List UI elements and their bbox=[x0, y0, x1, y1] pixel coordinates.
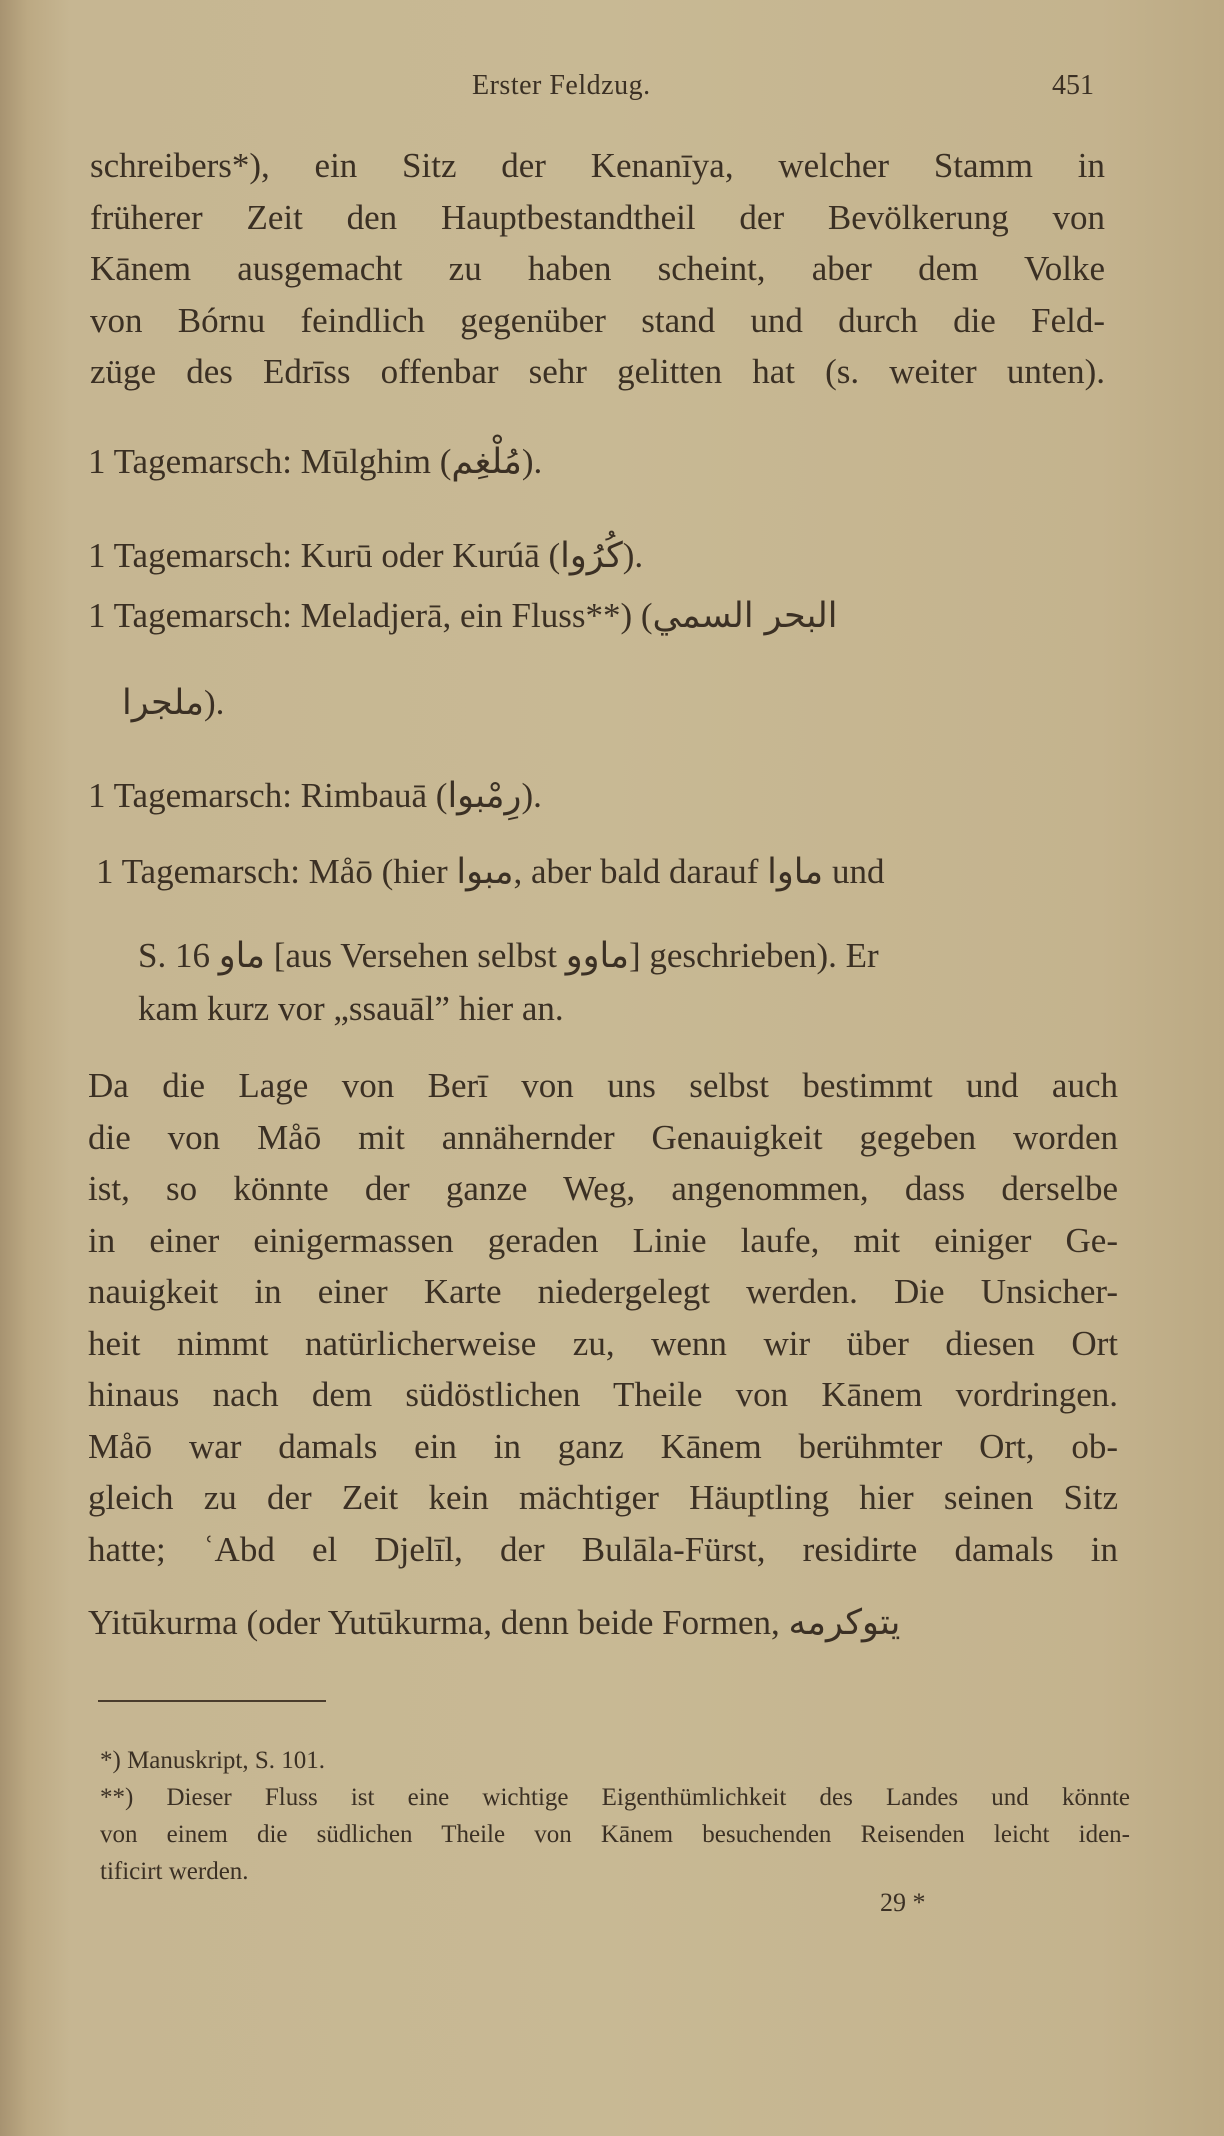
page-number: 451 bbox=[1052, 70, 1094, 101]
text-line: nauigkeit in einer Karte niedergelegt werden. Die Unsicher- bbox=[88, 1272, 1118, 1311]
arabic-name: ملجرا bbox=[122, 682, 204, 723]
running-header bbox=[0, 70, 1224, 110]
entry-text: S. 16 bbox=[138, 936, 219, 975]
entry-close: ). bbox=[203, 682, 225, 722]
text-line: die von Måō mit annähernder Genauigkeit gegeben worden bbox=[88, 1117, 1118, 1157]
entry-text: [aus Versehen selbst bbox=[265, 936, 566, 975]
text-line: züge des Edrīss offenbar sehr gelitten hat (s. weiter unten). bbox=[90, 352, 1105, 391]
footnote-rule bbox=[98, 1700, 326, 1702]
itinerary-entry-continued bbox=[138, 930, 1118, 1034]
entry-text: 1 Tagemarsch: Meladjerā, ein Fluss**) ( bbox=[88, 596, 653, 635]
text-line: gleich zu der Zeit kein mächtiger Häuptling hier seinen Sitz bbox=[88, 1478, 1118, 1517]
running-title: Erster Feldzug. bbox=[472, 70, 651, 101]
itinerary-entry bbox=[88, 436, 1103, 489]
footnote-line: von einem die südlichen Theile von Kānem besuchenden Reisenden leicht iden- bbox=[100, 1821, 1130, 1848]
paragraph-2 bbox=[88, 1060, 1118, 1650]
text-line: kam kurz vor „ssauāl” hier an. bbox=[138, 988, 564, 1028]
paragraph-1 bbox=[90, 140, 1105, 398]
text-line: Da die Lage von Berī von uns selbst bestimmt und auch bbox=[88, 1066, 1118, 1105]
entry-text: und bbox=[823, 852, 885, 891]
itinerary-entry bbox=[96, 846, 1111, 899]
text-line: ist, so könnte der ganze Weg, angenommen, dass derselbe bbox=[88, 1169, 1118, 1208]
entry-text: 1 Tagemarsch: Måō (hier bbox=[96, 852, 457, 891]
arabic-name: ماو bbox=[218, 936, 266, 976]
text-line: schreibers*), ein Sitz der Kenanīya, welcher Stamm in bbox=[90, 146, 1105, 185]
entry-close: ). bbox=[622, 536, 644, 575]
arabic-name: ماوا bbox=[767, 852, 824, 892]
text-line: Måō war damals ein in ganz Kānem berühmter Ort, ob- bbox=[88, 1426, 1118, 1466]
text-line bbox=[88, 1597, 1118, 1650]
arabic-name: رِمْبوا bbox=[447, 776, 522, 816]
itinerary-entry bbox=[88, 530, 1103, 583]
entry-close: ). bbox=[521, 442, 543, 481]
arabic-name: يتوكرمه bbox=[788, 1603, 901, 1643]
footnotes bbox=[100, 1742, 1130, 1890]
text-line: früherer Zeit den Hauptbestandtheil der Bevölkerung von bbox=[90, 197, 1105, 237]
itinerary-entry bbox=[88, 590, 1103, 729]
arabic-name: كُرُوا bbox=[560, 536, 623, 576]
entry-text: , aber bald darauf bbox=[513, 852, 768, 891]
footnote: **) Dieser Fluss ist eine wichtige Eigenthümlichkeit des Landes und könnte bbox=[100, 1784, 1130, 1811]
footnote-line: tificirt werden. bbox=[100, 1858, 249, 1885]
itinerary-entry bbox=[88, 770, 1103, 823]
text-line: Kānem ausgemacht zu haben scheint, aber dem Volke bbox=[90, 249, 1105, 288]
arabic-name: مبوا bbox=[456, 852, 514, 892]
text-line: hinaus nach dem südöstlichen Theile von Kānem vordringen. bbox=[88, 1375, 1118, 1414]
entry-text: Yitūkurma (oder Yutūkurma, denn beide Formen, bbox=[88, 1603, 789, 1642]
footnote: *) Manuskript, S. 101. bbox=[100, 1747, 325, 1774]
entry-close: ). bbox=[521, 776, 542, 815]
entry-text: 1 Tagemarsch: Mūlghim ( bbox=[88, 442, 452, 481]
entry-text: ] geschrieben). Er bbox=[628, 936, 879, 975]
entry-text: 1 Tagemarsch: Kurū oder Kurúā ( bbox=[88, 536, 561, 575]
text-line: in einer einigermassen geraden Linie laufe, mit einiger Ge- bbox=[88, 1220, 1118, 1260]
arabic-name: البحر السمي bbox=[652, 596, 838, 636]
signature-mark: 29 * bbox=[880, 1888, 926, 1917]
arabic-name: ماوو bbox=[565, 936, 629, 976]
entry-text: 1 Tagemarsch: Rimbauā ( bbox=[88, 776, 448, 815]
text-line: heit nimmt natürlicherweise zu, wenn wir über diesen Ort bbox=[88, 1323, 1118, 1363]
text-line: von Bórnu feindlich gegenüber stand und durch die Feld- bbox=[90, 300, 1105, 340]
arabic-name: مُلْغِم bbox=[451, 442, 522, 482]
text-line: hatte; ʿAbd el Djelīl, der Bulāla-Fürst, residirte damals in bbox=[88, 1529, 1118, 1569]
